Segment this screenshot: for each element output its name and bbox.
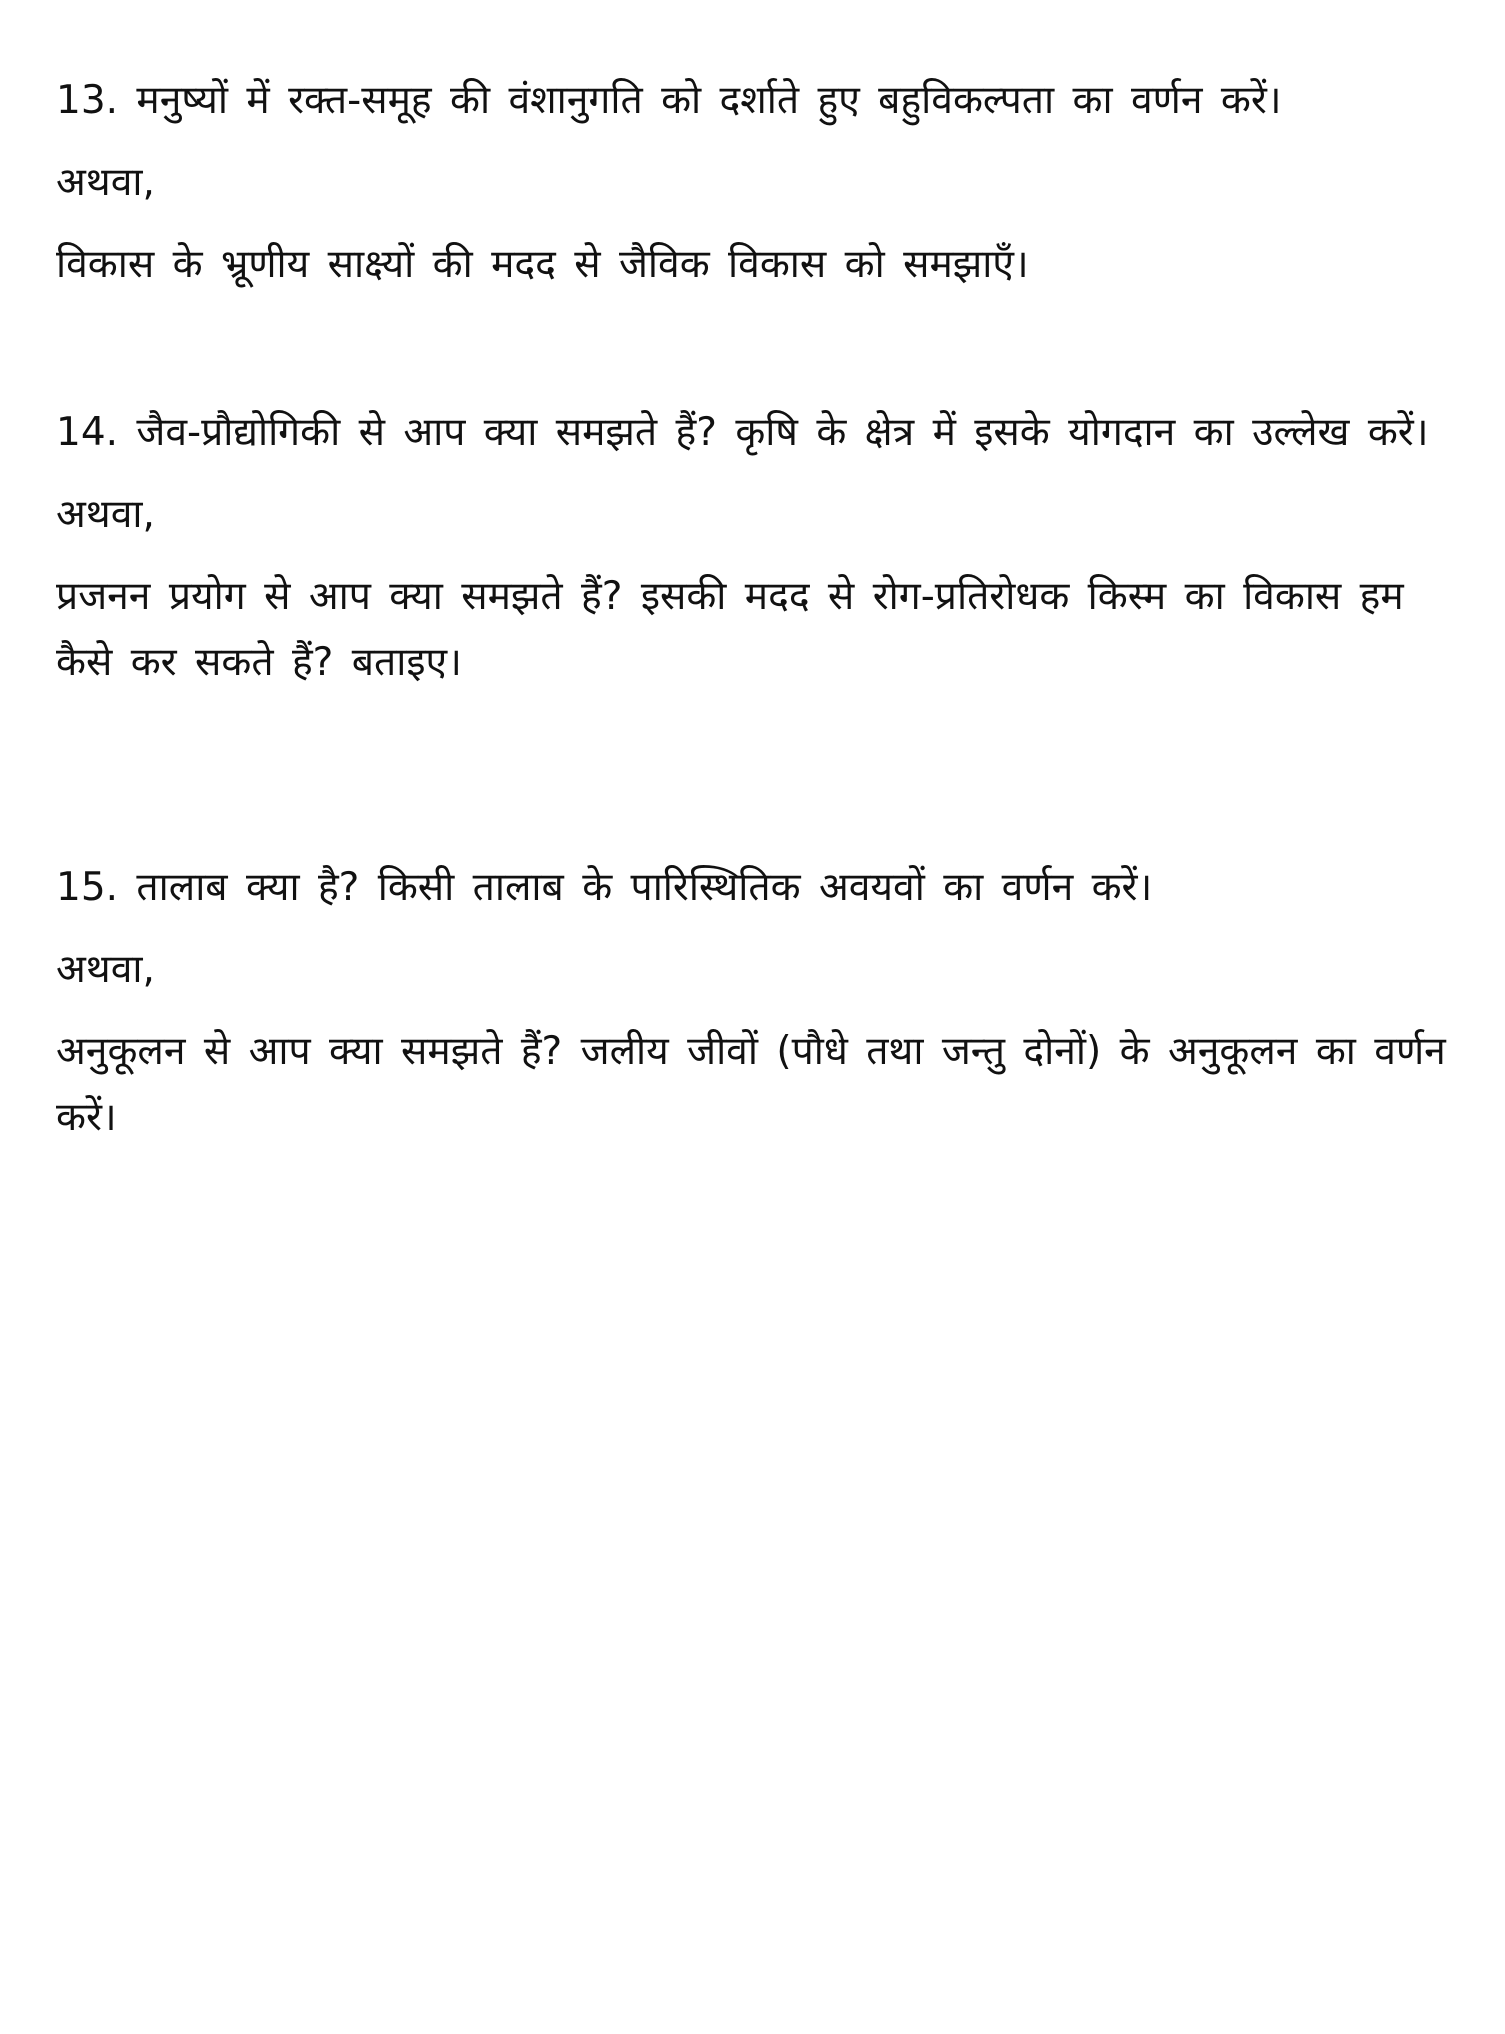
question-15 <box>56 855 1446 1151</box>
alternative-question-text: प्रजनन प्रयोग से आप क्या समझते हैं? इसकी मदद से रोग-प्रतिरोधक किस्म का विकास हम कैसे कर सकते हैं? बताइए। <box>56 574 1404 685</box>
question-14 <box>56 400 1446 696</box>
or-label: अथवा, <box>56 492 155 537</box>
question-text: 14. जैव-प्रौद्योगिकी से आप क्या समझते हैं? कृषि के क्षेत्र में इसके योगदान का उल्लेख करें। <box>56 410 1429 455</box>
question-text: 15. तालाब क्या है? किसी तालाब के पारिस्थितिक अवयवों का वर्णन करें। <box>56 865 1153 910</box>
question-13 <box>56 68 1446 298</box>
alternative-question-text: अनुकूलन से आप क्या समझते हैं? जलीय जीवों (पौधे तथा जन्तु दोनों) के अनुकूलन का वर्णन करें। <box>56 1029 1446 1140</box>
question-text: 13. मनुष्यों में रक्त-समूह की वंशानुगति को दर्शाते हुए बहुविकल्पता का वर्णन करें। <box>56 78 1282 123</box>
or-label: अथवा, <box>56 160 155 205</box>
alternative-question-text: विकास के भ्रूणीय साक्ष्यों की मदद से जैविक विकास को समझाएँ। <box>56 242 1029 287</box>
or-label: अथवा, <box>56 947 155 992</box>
